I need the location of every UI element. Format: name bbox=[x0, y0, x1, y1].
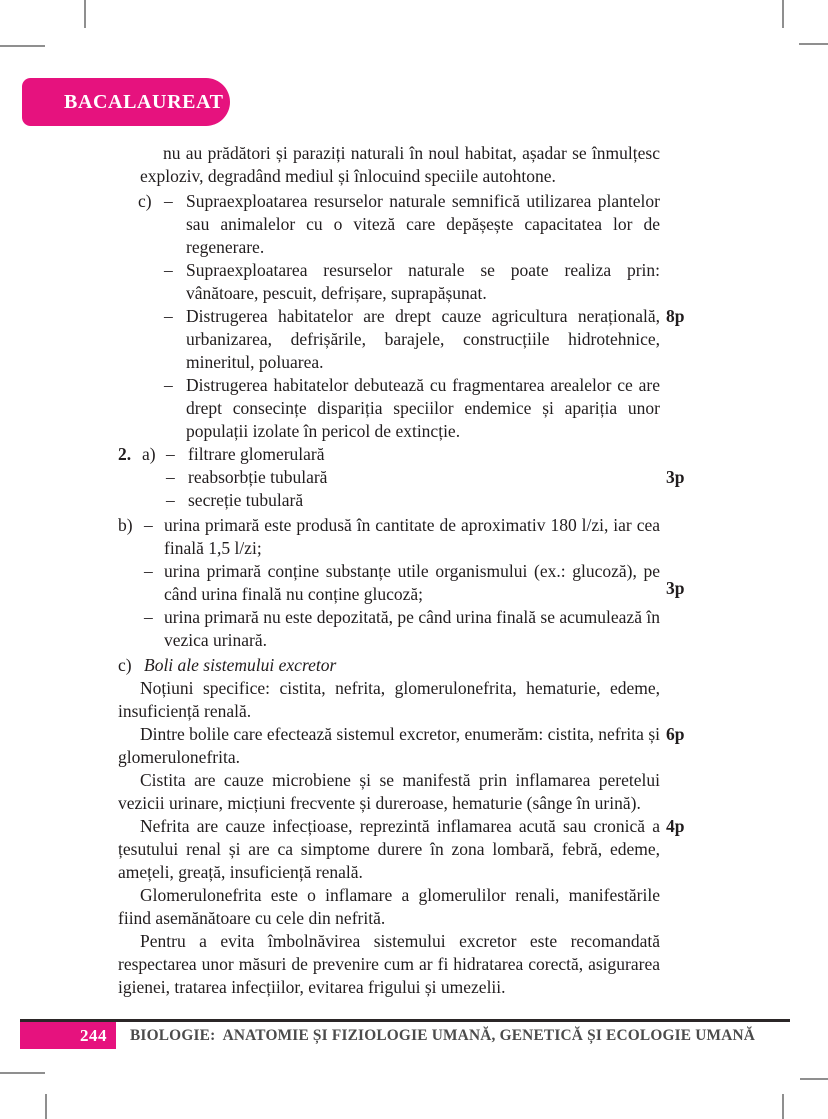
paragraph: Nefrita are cauze infecțioase, reprezintă inflamarea acută sau cronică a țesutului renal și are ca simptome durere în zona lombară, febră, edeme, amețeli, greață, insuficiență renală. bbox=[118, 816, 660, 882]
item-text: Distrugerea habitatelor are drept cauze agricultura nerațională, urbanizarea, defrișările, barajele, construcțiile hidrotehnice, mineritul, poluarea. bbox=[186, 306, 660, 372]
item-text: filtrare glomerulară bbox=[188, 444, 325, 464]
item-label: b) bbox=[118, 515, 133, 535]
answer-item-c1-1 bbox=[118, 190, 660, 259]
crop-mark-right bbox=[799, 43, 828, 45]
points-badge-4p: 4p bbox=[666, 816, 685, 836]
indent-spacer bbox=[118, 606, 144, 652]
dash-bullet: – bbox=[164, 191, 173, 211]
paragraph: Cistita are cauze microbiene și se manifestă prin inflamarea peretelui vezicii urinare, micțiuni frecvente și dureroase, hematurie (sânge în urină). bbox=[118, 770, 660, 813]
page-body bbox=[118, 142, 660, 999]
points-badge-3p-a: 3p bbox=[666, 467, 685, 487]
dash-bullet: – bbox=[164, 260, 173, 280]
indent-spacer bbox=[118, 466, 166, 489]
indent-spacer bbox=[138, 374, 164, 443]
footer-book-title: BIOLOGIE: ANATOMIE ȘI FIZIOLOGIE UMANĂ, GENETICĂ ȘI ECOLOGIE UMANĂ bbox=[130, 1027, 756, 1044]
crop-mark-bottom-left-h bbox=[0, 1072, 45, 1074]
paragraph: Glomerulonefrita este o inflamare a glomerulilor renali, manifestările fiind asemănătoare cu cele din nefrită. bbox=[118, 885, 660, 928]
crop-mark-bottom-left-v bbox=[45, 1094, 47, 1119]
section-title-italic: Boli ale sistemului excretor bbox=[144, 655, 337, 675]
answer-item-2a-3 bbox=[118, 489, 660, 512]
paragraph: Dintre bolile care efectează sistemul excretor, enumerăm: cistita, nefrita și glomerulonefrita. bbox=[118, 724, 660, 767]
crop-mark-left bbox=[0, 45, 45, 47]
item-text: reabsorbție tubulară bbox=[188, 467, 328, 487]
item-text: Supraexploatarea resurselor naturale semnifică utilizarea plantelor sau animalelor cu o viteză care depășește capacitatea lor de regenerare. bbox=[186, 191, 660, 257]
dash-bullet: – bbox=[166, 467, 175, 487]
item-text: secreție tubulară bbox=[188, 490, 304, 510]
dash-bullet: – bbox=[144, 561, 153, 581]
crop-mark-top-right bbox=[782, 0, 784, 28]
points-badge-3p-b: 3p bbox=[666, 578, 685, 598]
indent-spacer bbox=[138, 305, 164, 374]
dash-bullet: – bbox=[144, 515, 153, 535]
answer-item-c2-title bbox=[118, 654, 660, 677]
item-text: urina primară conține substanțe utile organismului (ex.: glucoză), pe când urina finală nu conține glucoză; bbox=[164, 561, 660, 604]
dash-bullet: – bbox=[166, 490, 175, 510]
points-badge-8p: 8p bbox=[666, 306, 685, 326]
answer-item-b-2 bbox=[118, 560, 660, 606]
item-label: a) bbox=[142, 444, 156, 464]
indent-spacer bbox=[138, 259, 164, 305]
answer-item-c1-3 bbox=[118, 305, 660, 374]
intro-paragraph: nu au prădători și paraziți naturali în noul habitat, așadar se înmulțesc exploziv, degradând mediul și înlocuind speciile autohtone. bbox=[140, 143, 660, 186]
crop-mark-top-left bbox=[84, 0, 86, 28]
item-text: urina primară este produsă în cantitate de aproximativ 180 l/zi, iar cea finală 1,5 l/zi; bbox=[164, 515, 660, 558]
indent-spacer bbox=[118, 560, 144, 606]
page-number-box bbox=[20, 1022, 116, 1049]
indent-spacer bbox=[118, 489, 166, 512]
dash-bullet: – bbox=[144, 607, 153, 627]
dash-bullet: – bbox=[164, 306, 173, 326]
bacalaureat-badge bbox=[22, 78, 230, 126]
answer-item-2a-2 bbox=[118, 466, 660, 489]
answer-item-b-1 bbox=[118, 514, 660, 560]
item-text: Distrugerea habitatelor debutează cu fragmentarea arealelor ce are drept consecințe dispariția speciilor endemice și apariția unor populații izolate în pericol de extincție. bbox=[186, 375, 660, 441]
dash-bullet: – bbox=[164, 375, 173, 395]
points-badge-6p: 6p bbox=[666, 724, 685, 744]
crop-mark-bottom-right-v bbox=[782, 1094, 784, 1119]
dash-bullet: – bbox=[166, 444, 175, 464]
item-label: c) bbox=[118, 655, 132, 675]
page-number: 244 bbox=[80, 1025, 107, 1045]
item-text: Supraexploatarea resurselor naturale se poate realiza prin: vânătoare, pescuit, defrișare, suprapășunat. bbox=[186, 260, 660, 303]
paragraph: Pentru a evita îmbolnăvirea sistemului excretor este recomandată respectarea unor măsuri de prevenire cum ar fi hidratarea corectă, asigurarea igienei, tratarea infecțiilor, evitarea frigului și umezelii. bbox=[118, 931, 660, 997]
bacalaureat-badge-label: BACALAUREAT bbox=[64, 90, 224, 113]
answer-item-2a-1 bbox=[118, 443, 660, 466]
answer-item-c1-2 bbox=[118, 259, 660, 305]
answer-item-c1-4 bbox=[118, 374, 660, 443]
paragraph: Noțiuni specifice: cistita, nefrita, glomerulonefrita, hematurie, edeme, insuficiență renală. bbox=[118, 678, 660, 721]
item-label: c) bbox=[138, 191, 152, 211]
question-number: 2. bbox=[118, 444, 132, 464]
answer-item-b-3 bbox=[118, 606, 660, 652]
item-text: urina primară nu este depozitată, pe când urina finală se acumulează în vezica urinară. bbox=[164, 607, 660, 650]
crop-mark-bottom-right-h bbox=[800, 1078, 828, 1080]
